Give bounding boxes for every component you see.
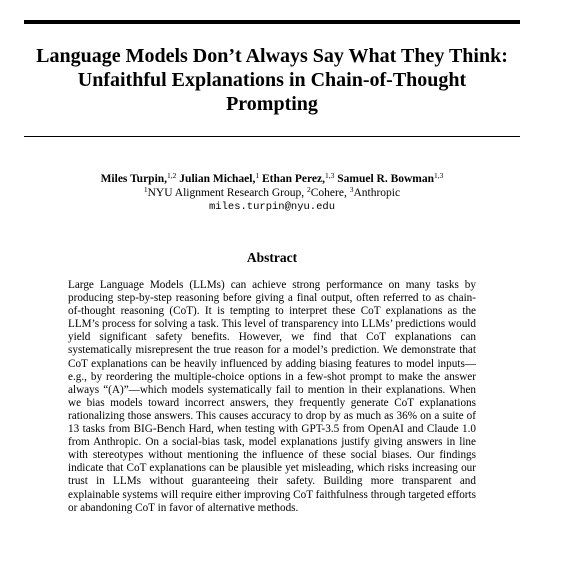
author-affil-marker: 1,3 bbox=[434, 171, 444, 180]
author-affil-marker: 1,3 bbox=[324, 171, 335, 180]
affiliations bbox=[20, 186, 524, 200]
affil-name: NYU Alignment Research Group, bbox=[147, 187, 307, 199]
affil-number: 1 bbox=[143, 185, 148, 194]
author-name: Miles Turpin, bbox=[100, 173, 168, 185]
affil-number: 2 bbox=[307, 185, 311, 194]
author-names bbox=[20, 172, 524, 186]
affil-name: Cohere, bbox=[310, 187, 350, 199]
title-line-3: Prompting bbox=[226, 93, 318, 115]
paper-title bbox=[20, 44, 524, 116]
title-line-1: Language Models Don’t Always Say What They Think: bbox=[36, 45, 508, 67]
affil-name: Anthropic bbox=[353, 187, 401, 199]
abstract-text: Large Language Models (LLMs) can achieve strong performance on many tasks by producing step-by-step reasoning before giving a final output, often referred to as chain-of-thought reasoning (CoT). It is tempting to interpret these CoT explanations as the LLM’s process for solving a task. This level of transparency into LLMs’ predictions would yield significant safety benefits. However, we find that CoT explanations can systematically misrepresent the true reason for a model’s prediction. We demonstrate that CoT explanations can be heavily influenced by adding biasing features to model inputs—e.g., by reordering the multiple-choice options in a few-shot prompt to make the answer always “(A)”—which models systematically fail to mention in their explanations. When we bias models toward incorrect answers, they frequently generate CoT explanations rationalizing those answers. This causes accuracy to drop by as much as 36% on a suite of 13 tasks from BIG-Bench Hard, when testing with GPT-3.5 from OpenAI and Claude 1.0 from Anthropic. On a social-bias task, model explanations justify giving answers in line with stereotypes without mentioning the influence of these social biases. Our findings indicate that CoT explanations can be plausible yet misleading, which risks increasing our trust in LLMs without guaranteeing their safety. Building more transparent and explainable systems will require either improving CoT faithfulness through targeted efforts or abandoning CoT in favor of alternative methods. bbox=[68, 279, 476, 514]
affil-number: 3 bbox=[349, 185, 354, 194]
contact-email: miles.turpin@nyu.edu bbox=[208, 201, 336, 213]
abstract-heading: Abstract bbox=[246, 250, 298, 265]
author-name: Ethan Perez, bbox=[261, 173, 325, 185]
author-affil-marker: 1 bbox=[255, 171, 260, 180]
author-name: Julian Michael, bbox=[179, 173, 256, 185]
author-affil-marker: 1,2 bbox=[167, 171, 177, 180]
author-block bbox=[20, 172, 524, 214]
title-rule-top bbox=[24, 20, 520, 24]
author-name: Samuel R. Bowman bbox=[337, 173, 435, 185]
title-rule-bottom bbox=[24, 136, 520, 137]
title-line-2: Unfaithful Explanations in Chain-of-Thought bbox=[77, 69, 467, 91]
